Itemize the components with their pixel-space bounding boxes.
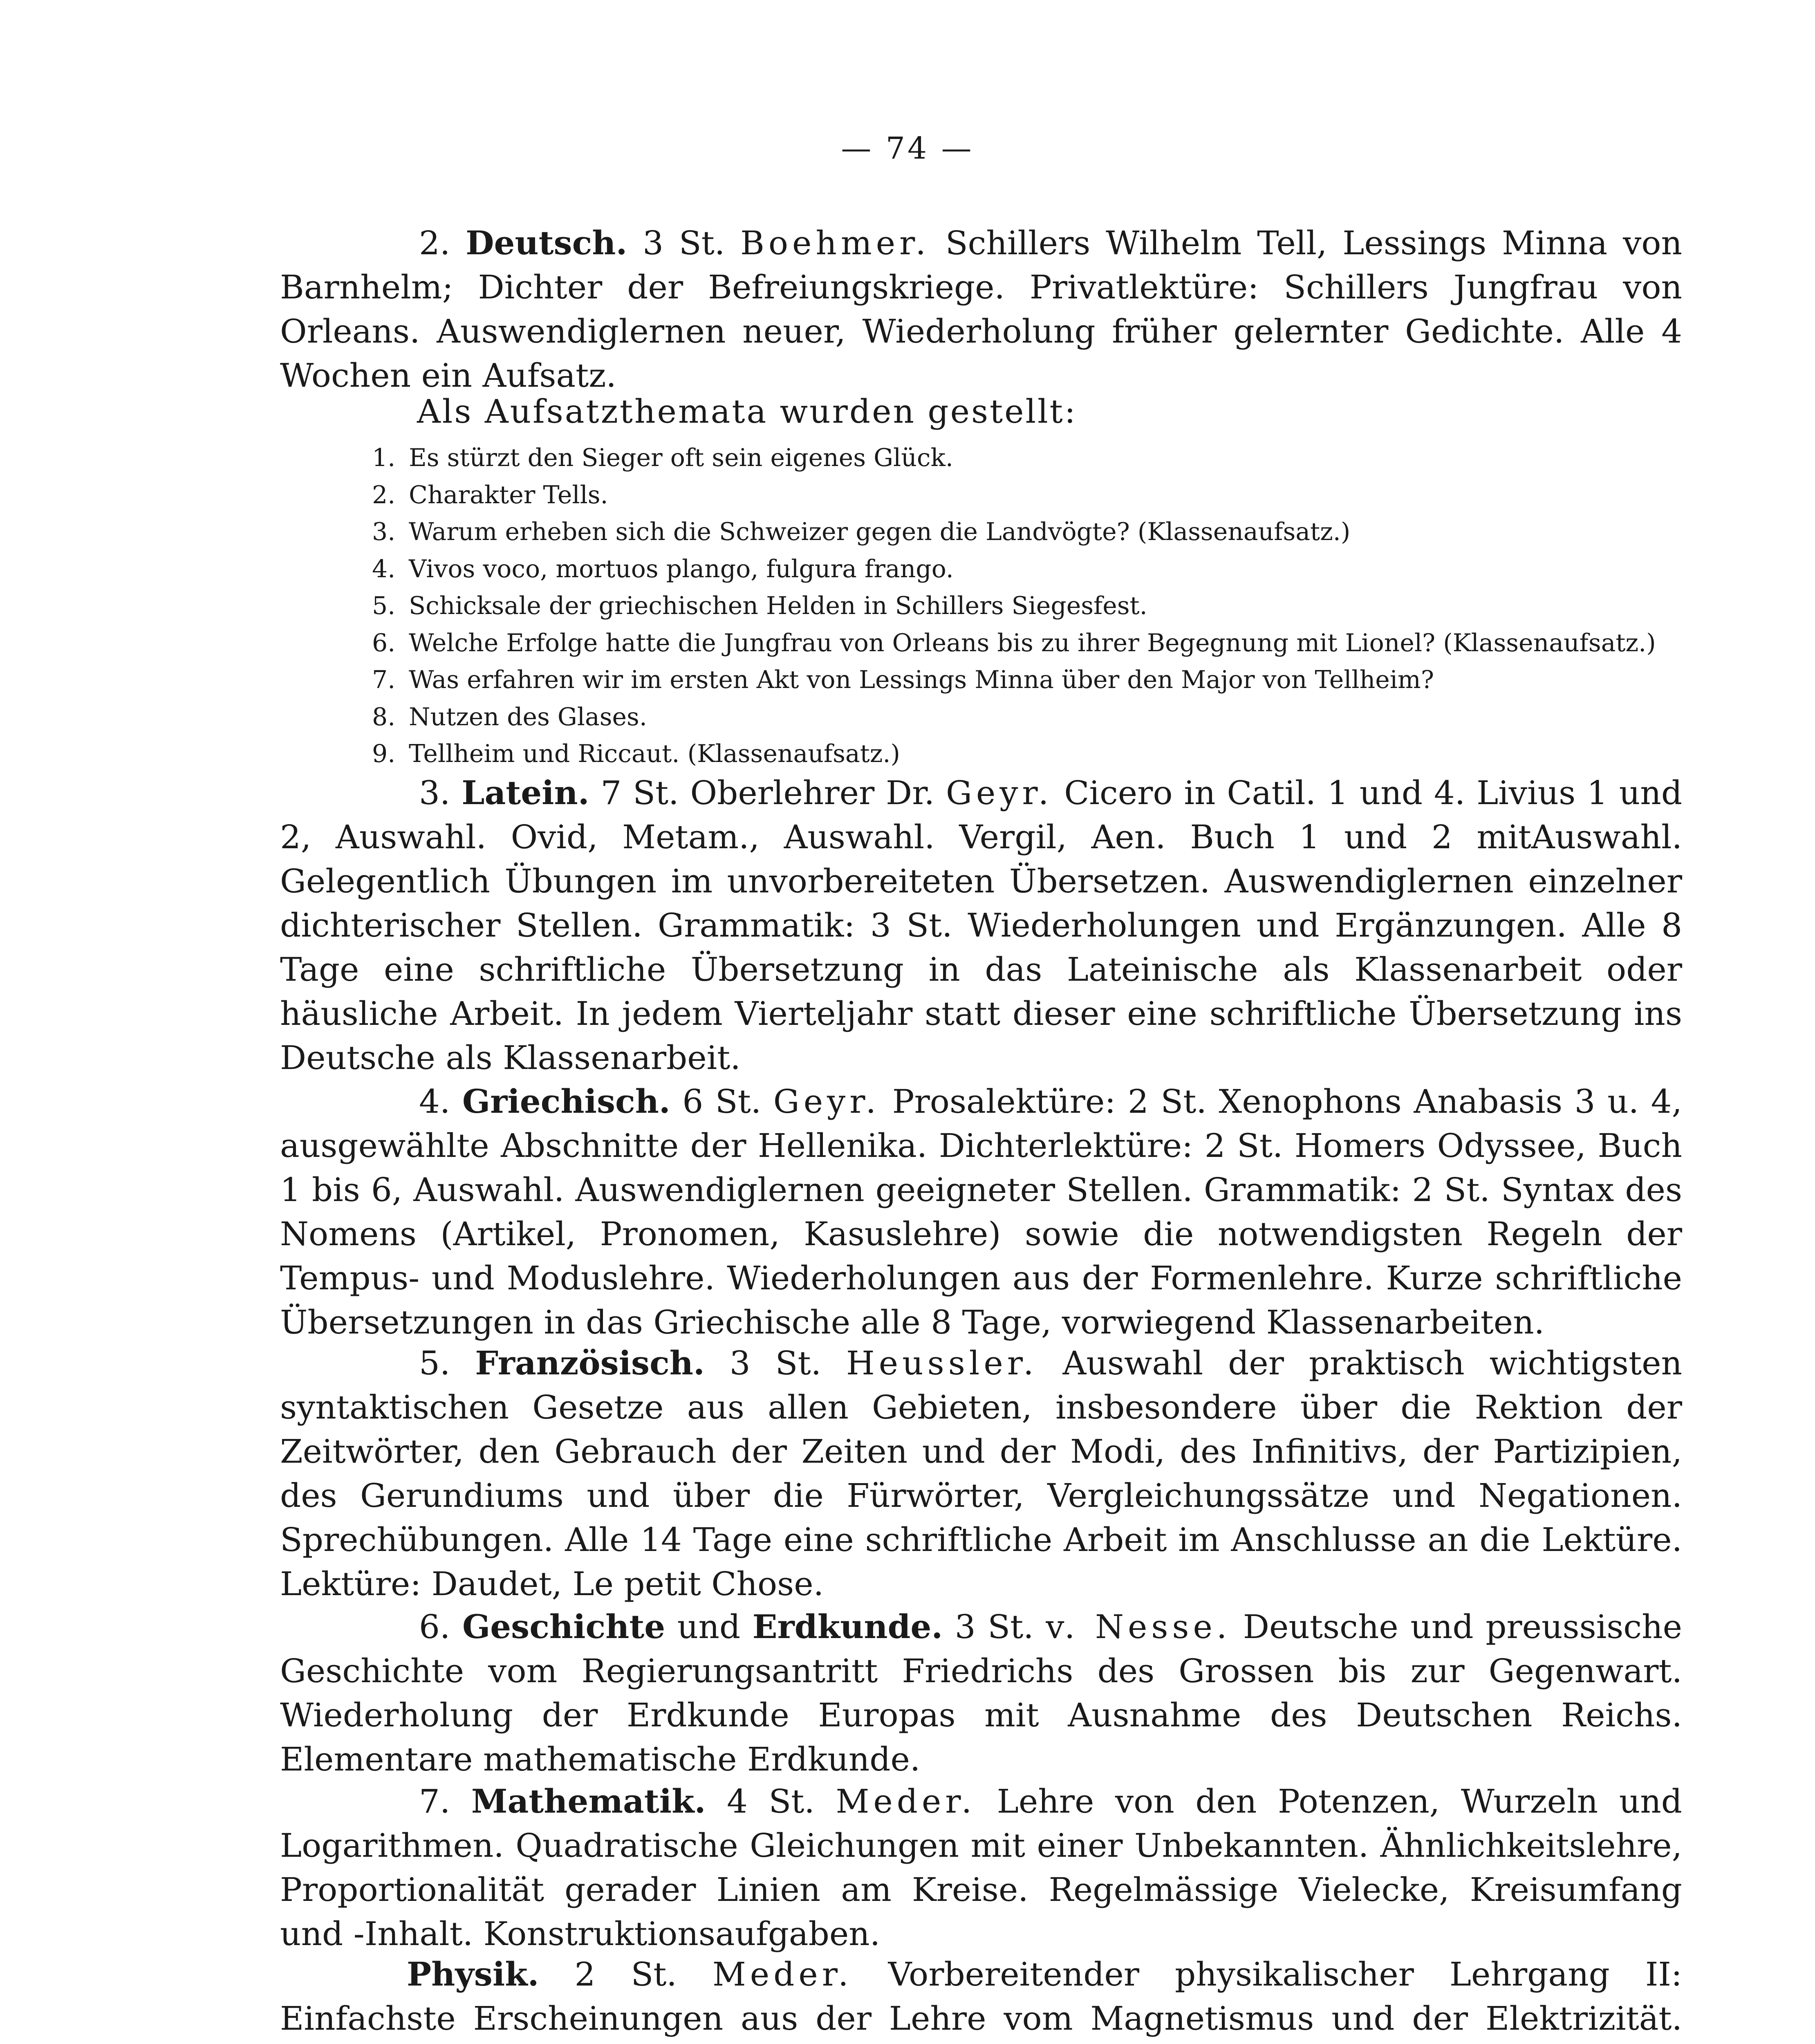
list-item: 3. Warum erheben sich die Schweizer gegen die Landvögte? (Klassenaufsatz.) <box>372 518 1351 546</box>
subject-heading: Griechisch. <box>462 1082 670 1121</box>
subject-heading-conjunction: und <box>677 1608 741 1646</box>
section-body: Deutsche und preussische Geschichte vom Regierungsantritt Friedrichs des Grossen bis zur Gegenwart. Wiederholung der Erdkunde Europas mit Ausnahme des Deutschen Reichs. Elementare mathematische Erdkunde. <box>280 1608 1682 1778</box>
page-number: — 74 — <box>841 131 974 166</box>
section-mathematik-paragraph <box>280 1779 1682 1956</box>
list-item: 7. Was erfahren wir im ersten Akt von Lessings Minna über den Major von Tellheim? <box>372 666 1434 694</box>
section-latein <box>280 771 1682 1080</box>
hours: 6 St. <box>682 1083 762 1121</box>
list-item: 2. Charakter Tells. <box>372 480 608 509</box>
section-body: Cicero in Catil. 1 und 4. Livius 1 und 2, Auswahl. Ovid, Metam., Auswahl. Vergil, Aen. Buch 1 und 2 mitAuswahl. Gelegentlich Übungen im unvorbereiteten Übersetzen. Auswendiglernen einzelner dichterischer Stellen. Grammatik: 3 St. Wiederholungen und Ergänzungen. Alle 8 Tage eine schriftliche Übersetzung in das Lateinische als Klassenarbeit oder häusliche Arbeit. In jedem Vierteljahr statt dieser eine schriftliche Übersetzung ins Deutsche als Klassenarbeit. <box>280 774 1683 1077</box>
section-geschichte-paragraph <box>280 1605 1682 1782</box>
subject-heading: Mathematik. <box>471 1782 706 1820</box>
subject-heading-second: Erdkunde. <box>752 1607 943 1646</box>
section-franzoesisch <box>280 1341 1682 1606</box>
topics-intro: Als Aufsatzthemata wurden gestellt: <box>417 392 1077 430</box>
section-number: 6. <box>419 1608 450 1646</box>
essay-topics-list <box>372 439 1692 773</box>
section-griechisch <box>280 1079 1682 1345</box>
teacher-name: Heussler. <box>846 1344 1038 1382</box>
teacher-name: Meder. <box>836 1782 976 1820</box>
section-number: 4. <box>419 1083 450 1121</box>
list-item: 1. Es stürzt den Sieger oft sein eigenes Glück. <box>372 444 953 472</box>
teacher-title: Oberlehrer Dr. <box>690 774 935 812</box>
hours: 3 St. <box>643 224 725 262</box>
section-deutsch <box>280 221 1682 398</box>
section-mathematik <box>280 1779 1682 1956</box>
section-body: Prosalektüre: 2 St. Xenophons Anabasis 3 u. 4, ausgewählte Abschnitte der Hellenika. Dichterlektüre: 2 St. Homers Odyssee, Buch 1 bis 6, Auswahl. Auswendiglernen geeigneter Stellen. Grammatik: 2 St. Syntax des Nomens (Artikel, Pronomen, Kasuslehre) sowie die notwendigsten Regeln der Tempus- und Moduslehre. Wiederholungen aus der Formenlehre. Kurze schriftliche Übersetzungen in das Griechische alle 8 Tage, vorwiegend Klassenarbeiten. <box>280 1083 1682 1341</box>
teacher-name: Geyr. <box>773 1083 881 1121</box>
teacher-name: v. Nesse. <box>1046 1608 1231 1646</box>
section-geschichte <box>280 1605 1682 1782</box>
list-item: 4. Vivos voco, mortuos plango, fulgura frango. <box>372 554 954 583</box>
teacher-name: Geyr. <box>946 774 1053 812</box>
section-body: Lehre von den Potenzen, Wurzeln und Logarithmen. Quadratische Gleichungen mit einer Unbekannten. Ähnlichkeitslehre, Proportionalität gerader Linien am Kreise. Regelmässige Vielecke, Kreisumfang und -Inhalt. Konstruktionsaufgaben. <box>280 1782 1682 1953</box>
section-number: 2. <box>419 224 450 262</box>
subject-heading: Deutsch. <box>466 224 627 262</box>
section-body: Auswahl der praktisch wichtigsten syntaktischen Gesetze aus allen Gebieten, insbesondere über die Rektion der Zeitwörter, den Gebrauch der Zeiten und der Modi, des Infinitivs, der Partizipien, des Gerundiums und über die Fürwörter, Vergleichungssätze und Negationen. Sprechübungen. Alle 14 Tage eine schriftliche Arbeit im Anschlusse an die Lektüre. Lektüre: Daudet, Le petit Chose. <box>280 1344 1683 1603</box>
section-physik-paragraph <box>280 1952 1682 2044</box>
teacher-name: Boehmer. <box>740 224 930 262</box>
hours: 4 St. <box>727 1782 815 1820</box>
hours: 3 St. <box>955 1608 1034 1646</box>
section-number: 3. <box>419 774 450 812</box>
section-body: Schillers Wilhelm Tell, Lessings Minna von Barnhelm; Dichter der Befreiungskriege. Privatlektüre: Schillers Jungfrau von Orleans. Auswendiglernen neuer, Wiederholung früher gelernter Gedichte. Alle 4 Wochen ein Aufsatz. <box>280 224 1682 394</box>
section-latein-paragraph <box>280 771 1682 1080</box>
subject-heading: Französisch. <box>475 1344 705 1382</box>
teacher-name: Meder. <box>712 1955 853 1993</box>
section-body: Vorbereitender physikalischer Lehrgang II: Einfachste Erscheinungen aus der Lehre vom Magnetismus und der Elektrizität. <box>280 1955 1682 2037</box>
subject-heading: Latein. <box>462 773 589 812</box>
list-item: 6. Welche Erfolge hatte die Jungfrau von Orleans bis zu ihrer Begegnung mit Lionel? (Klassenaufsatz.) <box>372 628 1656 657</box>
subject-heading: Geschichte <box>462 1607 666 1646</box>
hours: 3 St. <box>729 1344 822 1382</box>
subject-heading: Physik. <box>407 1955 539 1993</box>
list-item: 5. Schicksale der griechischen Helden in Schillers Siegesfest. <box>372 592 1147 620</box>
section-deutsch-paragraph <box>280 221 1682 398</box>
list-item: 9. Tellheim und Riccaut. (Klassenaufsatz.) <box>372 740 900 768</box>
section-franzoesisch-paragraph <box>280 1341 1682 1606</box>
section-physik <box>280 1952 1682 2044</box>
section-number: 5. <box>419 1344 450 1382</box>
list-item: 8. Nutzen des Glases. <box>372 702 647 731</box>
section-griechisch-paragraph <box>280 1079 1682 1345</box>
section-number: 7. <box>419 1782 450 1820</box>
hours: 2 St. <box>574 1955 677 1993</box>
hours: 7 St. <box>601 774 679 812</box>
